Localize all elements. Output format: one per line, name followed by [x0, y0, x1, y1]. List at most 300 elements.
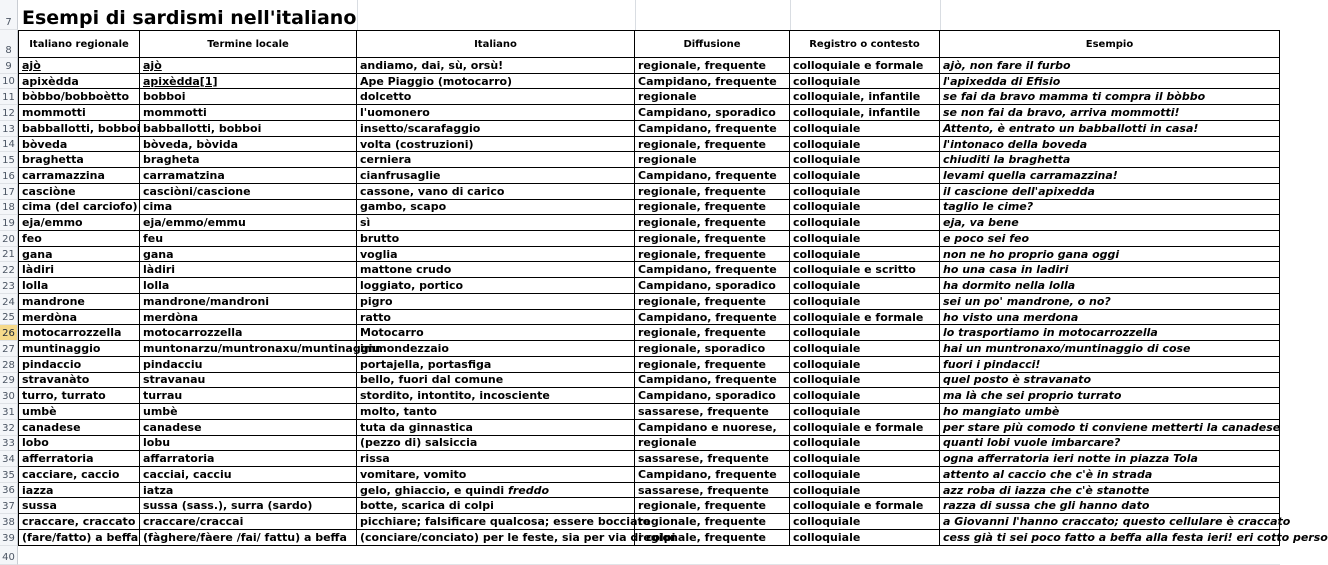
- cell-esempio[interactable]: [940, 184, 1280, 200]
- cell-diffusione[interactable]: [635, 89, 790, 105]
- cell-registro-text: colloquiale: [793, 231, 861, 245]
- cell-italiano-regionale-text: lolla: [22, 279, 49, 293]
- cell-diffusione[interactable]: [635, 152, 790, 168]
- cell-italiano-regionale[interactable]: [18, 278, 140, 294]
- header-esempio[interactable]: Esempio: [940, 30, 1280, 58]
- cell-italiano-regionale[interactable]: [18, 121, 140, 137]
- cell-diffusione[interactable]: [635, 310, 790, 326]
- cell-italiano-text: Motocarro: [360, 326, 424, 340]
- cell-italiano-regionale[interactable]: [18, 231, 140, 247]
- cell-esempio[interactable]: [940, 294, 1280, 310]
- cell-italiano-regionale[interactable]: [18, 74, 140, 90]
- cell-diffusione[interactable]: [635, 498, 790, 514]
- column-header-row: [18, 30, 1280, 58]
- cell-termine-locale[interactable]: [140, 231, 357, 247]
- table-row: [18, 467, 1280, 483]
- cell-termine-locale[interactable]: [140, 278, 357, 294]
- cell-esempio-text: taglio le cime?: [943, 200, 1034, 214]
- cell-termine-locale-text: motocarrozzella: [143, 326, 243, 340]
- cell-italiano[interactable]: [357, 451, 635, 467]
- row-header[interactable]: 18: [0, 200, 18, 216]
- cell-registro[interactable]: [790, 137, 940, 153]
- row-header[interactable]: 33: [0, 436, 18, 452]
- cell-diffusione[interactable]: [635, 451, 790, 467]
- row-header[interactable]: 25: [0, 310, 18, 326]
- row-header[interactable]: 7: [0, 0, 18, 30]
- row-header[interactable]: 8: [0, 30, 18, 58]
- cell-termine-locale[interactable]: [140, 74, 357, 90]
- cell-italiano-regionale-text: canadese: [22, 420, 81, 434]
- cell-italiano[interactable]: [357, 357, 635, 373]
- cell-registro[interactable]: [790, 184, 940, 200]
- cell-italiano-regionale[interactable]: [18, 498, 140, 514]
- cell-italiano-regionale-text: cima (del carciofo): [22, 200, 138, 214]
- cell-termine-locale-text: sussa (sass.), surra (sardo): [143, 499, 313, 513]
- cell-italiano[interactable]: [357, 152, 635, 168]
- cell-italiano-regionale[interactable]: [18, 184, 140, 200]
- cell-italiano[interactable]: [357, 105, 635, 121]
- cell-termine-locale-text: mandrone/mandroni: [143, 294, 270, 308]
- cell-esempio[interactable]: [940, 530, 1328, 546]
- cell-diffusione[interactable]: [635, 168, 790, 184]
- cell-esempio[interactable]: [940, 58, 1280, 74]
- cell-registro[interactable]: [790, 420, 940, 436]
- cell-diffusione[interactable]: [635, 278, 790, 294]
- cell-esempio[interactable]: [940, 420, 1280, 436]
- cell-diffusione-text: Campidano, sporadico: [638, 279, 776, 293]
- row-header[interactable]: 14: [0, 137, 18, 153]
- cell-diffusione[interactable]: [635, 262, 790, 278]
- row-header[interactable]: 38: [0, 514, 18, 530]
- cell-termine-locale[interactable]: [140, 373, 357, 389]
- cell-diffusione-text: regionale: [638, 153, 697, 167]
- cell-esempio-text: lo trasportiamo in motocarrozzella: [943, 326, 1158, 340]
- cell-italiano[interactable]: [357, 498, 635, 514]
- cell-italiano[interactable]: [357, 388, 635, 404]
- cell-diffusione[interactable]: [635, 388, 790, 404]
- table-row: [18, 137, 1280, 153]
- cell-termine-locale[interactable]: [140, 310, 357, 326]
- cell-termine-locale[interactable]: [140, 247, 357, 263]
- cell-registro[interactable]: [790, 467, 940, 483]
- cell-termine-locale[interactable]: [140, 530, 357, 546]
- cell-registro-text: colloquiale e formale: [793, 58, 924, 72]
- header-termine-locale[interactable]: Termine locale: [140, 30, 357, 58]
- header-italiano[interactable]: Italiano: [357, 30, 635, 58]
- cell-italiano-text: immondezzaio: [360, 341, 449, 355]
- row-header[interactable]: 19: [0, 215, 18, 231]
- cell-termine-locale-text: iatza: [143, 483, 174, 497]
- row-header[interactable]: 39: [0, 530, 18, 546]
- cell-italiano[interactable]: [357, 168, 635, 184]
- cell-diffusione[interactable]: [635, 467, 790, 483]
- cell-esempio-text: hai un muntronaxo/muntinaggio di cose: [943, 341, 1191, 355]
- row-header[interactable]: 17: [0, 184, 18, 200]
- cell-italiano-text: cianfrusaglie: [360, 168, 441, 182]
- cell-italiano-regionale[interactable]: [18, 467, 140, 483]
- cell-registro[interactable]: [790, 121, 940, 137]
- header-diffusione[interactable]: Diffusione: [635, 30, 790, 58]
- cell-registro[interactable]: [790, 152, 940, 168]
- cell-registro[interactable]: [790, 105, 940, 121]
- row-header[interactable]: 12: [0, 105, 18, 121]
- cell-italiano[interactable]: [357, 310, 635, 326]
- cell-esempio[interactable]: [940, 388, 1280, 404]
- cell-italiano-regionale[interactable]: [18, 325, 140, 341]
- cell-diffusione[interactable]: [635, 325, 790, 341]
- cell-italiano[interactable]: [357, 137, 635, 153]
- cell-italiano-regionale[interactable]: [18, 105, 140, 121]
- cell-esempio-text: razza di sussa che gli hanno dato: [943, 499, 1150, 513]
- cell-registro[interactable]: [790, 530, 940, 546]
- cell-italiano[interactable]: [357, 262, 635, 278]
- cell-esempio[interactable]: [940, 247, 1280, 263]
- cell-diffusione[interactable]: [635, 231, 790, 247]
- cell-italiano-text: tuta da ginnastica: [360, 420, 473, 434]
- cell-italiano-regionale[interactable]: [18, 247, 140, 263]
- cell-diffusione[interactable]: [635, 215, 790, 231]
- cell-diffusione-text: regionale, frequente: [638, 231, 766, 245]
- cell-termine-locale[interactable]: [140, 514, 357, 530]
- cell-esempio[interactable]: [940, 262, 1280, 278]
- cell-italiano[interactable]: [357, 58, 635, 74]
- cell-termine-locale[interactable]: [140, 121, 357, 137]
- cell-italiano-regionale[interactable]: [18, 137, 140, 153]
- cell-esempio[interactable]: [940, 467, 1280, 483]
- cell-registro[interactable]: [790, 404, 940, 420]
- cell-italiano[interactable]: [357, 420, 635, 436]
- cell-esempio[interactable]: [940, 483, 1280, 499]
- cell-esempio[interactable]: [940, 373, 1280, 389]
- cell-esempio[interactable]: [940, 152, 1280, 168]
- cell-esempio[interactable]: [940, 168, 1280, 184]
- cell-italiano-regionale-text: turro, turrato: [22, 389, 106, 403]
- cell-esempio[interactable]: [940, 451, 1280, 467]
- row-header[interactable]: 16: [0, 168, 18, 184]
- cell-italiano-regionale-text: babballotti, bobboi: [22, 121, 141, 135]
- cell-italiano[interactable]: [357, 325, 635, 341]
- cell-termine-locale[interactable]: [140, 137, 357, 153]
- cell-esempio-text: levami quella carramazzina!: [943, 168, 1118, 182]
- cell-termine-locale[interactable]: [140, 294, 357, 310]
- cell-italiano[interactable]: [357, 404, 635, 420]
- cell-esempio[interactable]: [940, 137, 1280, 153]
- cell-registro[interactable]: [790, 310, 940, 326]
- cell-diffusione[interactable]: [635, 105, 790, 121]
- cell-termine-locale[interactable]: [140, 341, 381, 357]
- cell-esempio[interactable]: [940, 498, 1280, 514]
- cell-italiano-regionale[interactable]: [18, 420, 140, 436]
- cell-diffusione[interactable]: [635, 373, 790, 389]
- cell-diffusione[interactable]: [635, 436, 790, 452]
- cell-registro[interactable]: [790, 215, 940, 231]
- cell-termine-locale[interactable]: [140, 483, 357, 499]
- cell-esempio[interactable]: [940, 89, 1280, 105]
- cell-registro[interactable]: [790, 262, 940, 278]
- cell-italiano-regionale[interactable]: [18, 294, 140, 310]
- cell-esempio[interactable]: [940, 121, 1280, 137]
- cell-esempio-text: sei un po' mandrone, o no?: [943, 294, 1111, 308]
- cell-diffusione-text: Campidano, frequente: [638, 263, 777, 277]
- cell-italiano[interactable]: [357, 436, 635, 452]
- cell-italiano-regionale[interactable]: [18, 357, 140, 373]
- cell-registro-text: colloquiale: [793, 452, 861, 466]
- row-header[interactable]: 36: [0, 483, 18, 499]
- cell-termine-locale-text: merdòna: [143, 310, 199, 324]
- cell-registro[interactable]: [790, 388, 940, 404]
- cell-termine-locale[interactable]: [140, 420, 357, 436]
- header-italiano-regionale[interactable]: Italiano regionale: [18, 30, 140, 58]
- cell-esempio[interactable]: [940, 325, 1280, 341]
- row-header[interactable]: 40: [0, 546, 18, 565]
- cell-registro-text: colloquiale: [793, 294, 861, 308]
- cell-esempio[interactable]: [940, 436, 1280, 452]
- cell-italiano-text: bello, fuori dal comune: [360, 373, 504, 387]
- cell-diffusione[interactable]: [635, 247, 790, 263]
- cell-italiano-regionale-text: umbè: [22, 404, 57, 418]
- cell-italiano-regionale-text: sussa: [22, 499, 57, 513]
- cell-diffusione-text: Campidano, sporadico: [638, 106, 776, 120]
- cell-italiano[interactable]: [357, 294, 635, 310]
- cell-termine-locale[interactable]: [140, 200, 357, 216]
- cell-diffusione[interactable]: [635, 514, 790, 530]
- cell-italiano-text: brutto: [360, 231, 400, 245]
- cell-diffusione[interactable]: [635, 420, 790, 436]
- cell-italiano-text: loggiato, portico: [360, 279, 464, 293]
- row-header[interactable]: 22: [0, 262, 18, 278]
- cell-termine-locale[interactable]: [140, 388, 357, 404]
- cell-diffusione[interactable]: [635, 121, 790, 137]
- cell-italiano-regionale[interactable]: [18, 215, 140, 231]
- cell-termine-locale[interactable]: [140, 262, 357, 278]
- cell-registro[interactable]: [790, 436, 940, 452]
- cell-italiano-regionale[interactable]: [18, 152, 140, 168]
- cell-esempio[interactable]: [940, 105, 1280, 121]
- table-row: [18, 420, 1280, 436]
- cell-diffusione-text: Campidano, frequente: [638, 373, 777, 387]
- cell-termine-locale[interactable]: [140, 105, 357, 121]
- cell-registro[interactable]: [790, 89, 940, 105]
- cell-italiano-regionale[interactable]: [18, 58, 140, 74]
- cell-diffusione[interactable]: [635, 294, 790, 310]
- row-header[interactable]: 11: [0, 89, 18, 105]
- cell-italiano[interactable]: [357, 74, 635, 90]
- cell-registro[interactable]: [790, 357, 940, 373]
- cell-termine-locale-text: apixèdda[1]: [143, 74, 218, 88]
- cell-esempio-text: quel posto è stravanato: [943, 373, 1091, 387]
- cell-italiano[interactable]: [357, 231, 635, 247]
- header-registro[interactable]: Registro o contesto: [790, 30, 940, 58]
- cell-registro[interactable]: [790, 373, 940, 389]
- cell-italiano[interactable]: [357, 200, 635, 216]
- cell-esempio[interactable]: [940, 310, 1280, 326]
- cell-termine-locale[interactable]: [140, 357, 357, 373]
- row-header[interactable]: 27: [0, 341, 18, 357]
- cell-italiano-regionale-text: ajò: [22, 58, 41, 72]
- cell-italiano[interactable]: [357, 215, 635, 231]
- row-header[interactable]: 13: [0, 121, 18, 137]
- cell-registro[interactable]: [790, 451, 940, 467]
- cell-italiano-text: andiamo, dai, sù, orsù!: [360, 58, 504, 72]
- cell-esempio-text: il cascione dell'apixedda: [943, 184, 1095, 198]
- cell-registro-text: colloquiale: [793, 121, 861, 135]
- cell-termine-locale[interactable]: [140, 325, 357, 341]
- row-header[interactable]: 15: [0, 152, 18, 168]
- cell-termine-locale-text: gana: [143, 247, 174, 261]
- cell-registro[interactable]: [790, 168, 940, 184]
- cell-registro-text: colloquiale: [793, 404, 861, 418]
- cell-diffusione-text: sassarese, frequente: [638, 483, 769, 497]
- row-header[interactable]: 23: [0, 278, 18, 294]
- cell-esempio-text: ajò, non fare il furbo: [943, 58, 1071, 72]
- cell-esempio[interactable]: [940, 231, 1280, 247]
- cell-esempio[interactable]: [940, 357, 1280, 373]
- cell-italiano[interactable]: [357, 530, 676, 546]
- cell-diffusione[interactable]: [635, 200, 790, 216]
- row-header[interactable]: 28: [0, 357, 18, 373]
- cell-italiano-regionale[interactable]: [18, 310, 140, 326]
- row-header[interactable]: 32: [0, 420, 18, 436]
- cell-italiano[interactable]: [357, 373, 635, 389]
- cell-italiano-regionale[interactable]: [18, 530, 140, 546]
- cell-termine-locale[interactable]: [140, 168, 357, 184]
- cell-esempio[interactable]: [940, 74, 1280, 90]
- table-row: [18, 294, 1280, 310]
- cell-registro[interactable]: [790, 74, 940, 90]
- cell-italiano[interactable]: [357, 247, 635, 263]
- cell-termine-locale[interactable]: [140, 89, 357, 105]
- row-header[interactable]: 29: [0, 373, 18, 389]
- empty-row[interactable]: [18, 546, 1280, 565]
- cell-diffusione-text: regionale, frequente: [638, 137, 766, 151]
- cell-registro[interactable]: [790, 200, 940, 216]
- cell-diffusione[interactable]: [635, 404, 790, 420]
- cell-diffusione[interactable]: [635, 357, 790, 373]
- cell-esempio[interactable]: [940, 341, 1280, 357]
- cell-italiano[interactable]: [357, 514, 651, 530]
- cell-italiano-regionale[interactable]: [18, 200, 140, 216]
- cell-esempio[interactable]: [940, 514, 1291, 530]
- cell-esempio-text: quanti lobi vuole imbarcare?: [943, 436, 1121, 450]
- cell-registro[interactable]: [790, 498, 940, 514]
- cell-registro[interactable]: [790, 341, 940, 357]
- table-row: [18, 89, 1280, 105]
- row-header[interactable]: 24: [0, 294, 18, 310]
- cell-italiano-regionale[interactable]: [18, 262, 140, 278]
- cell-italiano[interactable]: [357, 483, 635, 499]
- cell-italiano-regionale[interactable]: [18, 168, 140, 184]
- cell-esempio[interactable]: [940, 215, 1280, 231]
- cell-diffusione-text: Campidano, sporadico: [638, 389, 776, 403]
- cell-registro-text: colloquiale, infantile: [793, 106, 921, 120]
- cell-italiano-regionale[interactable]: [18, 89, 140, 105]
- cell-termine-locale-text: làdiri: [143, 263, 176, 277]
- cell-italiano-text: (conciare/conciato) per le feste, sia per via di colpi: [360, 530, 676, 544]
- row-header[interactable]: 21: [0, 247, 18, 263]
- cell-esempio-text: attento al caccio che c'è in strada: [943, 467, 1153, 481]
- cell-diffusione[interactable]: [635, 74, 790, 90]
- row-header[interactable]: 31: [0, 404, 18, 420]
- row-header[interactable]: 30: [0, 388, 18, 404]
- row-header[interactable]: 20: [0, 231, 18, 247]
- cell-italiano-regionale[interactable]: [18, 451, 140, 467]
- cell-termine-locale[interactable]: [140, 498, 357, 514]
- cell-termine-locale[interactable]: [140, 436, 357, 452]
- table-row: [18, 58, 1280, 74]
- row-header[interactable]: 9: [0, 58, 18, 74]
- cell-termine-locale[interactable]: [140, 58, 357, 74]
- cell-registro[interactable]: [790, 278, 940, 294]
- cell-italiano[interactable]: [357, 278, 635, 294]
- cell-diffusione[interactable]: [635, 58, 790, 74]
- cell-termine-locale[interactable]: [140, 152, 357, 168]
- sheet-title[interactable]: Esempi di sardismi nell'italiano: [22, 7, 357, 29]
- cell-italiano-regionale[interactable]: [18, 373, 140, 389]
- cell-italiano[interactable]: [357, 121, 635, 137]
- cell-registro[interactable]: [790, 325, 940, 341]
- cell-italiano[interactable]: [357, 184, 635, 200]
- cell-registro[interactable]: [790, 247, 940, 263]
- cell-italiano-regionale[interactable]: [18, 514, 140, 530]
- cell-italiano-text: stordito, intontito, incosciente: [360, 389, 550, 403]
- cell-termine-locale-text: craccare/craccai: [143, 515, 244, 529]
- cell-diffusione-text: sassarese, frequente: [638, 452, 769, 466]
- cell-italiano-regionale[interactable]: [18, 341, 140, 357]
- table-row: [18, 325, 1280, 341]
- row-header[interactable]: 10: [0, 74, 18, 90]
- cell-termine-locale[interactable]: [140, 467, 357, 483]
- cell-registro[interactable]: [790, 231, 940, 247]
- cell-italiano-regionale[interactable]: [18, 404, 140, 420]
- cell-termine-locale[interactable]: [140, 404, 357, 420]
- cell-italiano[interactable]: [357, 341, 635, 357]
- cell-diffusione[interactable]: [635, 483, 790, 499]
- cell-esempio-text: cess già ti sei poco fatto a beffa alla festa ieri! eri cotto perso: [943, 530, 1328, 544]
- cell-diffusione[interactable]: [635, 137, 790, 153]
- cell-registro[interactable]: [790, 58, 940, 74]
- cell-italiano-regionale[interactable]: [18, 483, 140, 499]
- cell-diffusione-text: Campidano, frequente: [638, 121, 777, 135]
- cell-esempio-text: per stare più comodo ti conviene metterti la canadese: [943, 420, 1281, 434]
- cell-registro[interactable]: [790, 514, 940, 530]
- row-header[interactable]: 37: [0, 498, 18, 514]
- cell-termine-locale-text: bòveda, bòvida: [143, 137, 239, 151]
- cell-diffusione[interactable]: [635, 341, 790, 357]
- cell-registro[interactable]: [790, 483, 940, 499]
- row-header[interactable]: 34: [0, 451, 18, 467]
- row-header[interactable]: 26: [0, 325, 18, 341]
- cell-italiano-regionale[interactable]: [18, 388, 140, 404]
- cell-diffusione[interactable]: [635, 530, 790, 546]
- cell-termine-locale-text: canadese: [143, 420, 202, 434]
- cell-esempio[interactable]: [940, 404, 1280, 420]
- cell-italiano-regionale[interactable]: [18, 436, 140, 452]
- cell-italiano[interactable]: [357, 467, 635, 483]
- cell-termine-locale[interactable]: [140, 184, 357, 200]
- cell-termine-locale[interactable]: [140, 451, 357, 467]
- row-header[interactable]: 35: [0, 467, 18, 483]
- cell-registro-text: colloquiale: [793, 200, 861, 214]
- cell-italiano-regionale-text: apixèdda: [22, 74, 79, 88]
- cell-esempio[interactable]: [940, 200, 1280, 216]
- cell-italiano[interactable]: [357, 89, 635, 105]
- cell-termine-locale[interactable]: [140, 215, 357, 231]
- cell-italiano-text: picchiare; falsificare qualcosa; essere bocciato: [360, 515, 651, 529]
- cell-diffusione[interactable]: [635, 184, 790, 200]
- cell-registro[interactable]: [790, 294, 940, 310]
- cell-diffusione-text: regionale: [638, 436, 697, 450]
- cell-esempio[interactable]: [940, 278, 1280, 294]
